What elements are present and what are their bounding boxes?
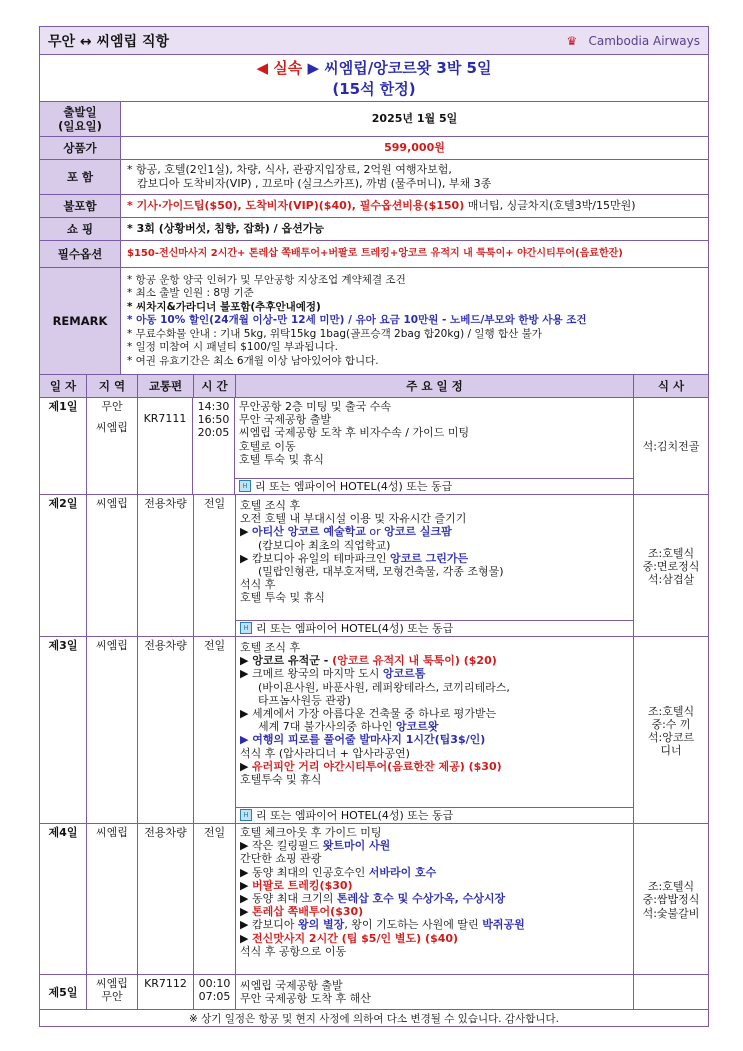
remark-item: * 항공 운항 양국 인허가 및 무안공항 지상조업 계약체결 조건 [127, 273, 406, 286]
plan-line: ▶ 작은 킬링필드 왓트마이 사원 [240, 839, 391, 853]
plan-line: 호텔 조식 후 [240, 641, 301, 654]
exclude-fees: * 기사·가이드팁($50), 도착비자(VIP)($40), 필수옵션비용($150) [127, 198, 465, 212]
departure-row [40, 102, 708, 137]
plan-line: ▶ 캄보디아 왕의 별장, 왕이 기도하는 사원에 딸린 박쥐공원 [240, 918, 525, 932]
meal-text: 중:수 끼 [651, 717, 691, 731]
day-row [40, 975, 708, 1010]
col-time: 시 간 [194, 375, 236, 397]
remark-row [40, 268, 708, 375]
day-label: 제2일 [40, 495, 87, 636]
plan-line: (캄보디아 최초의 직업학교) [258, 538, 391, 552]
region-text: 씨엠립 [96, 421, 128, 435]
plan-line: 씨엠립 국제공항 출발 [240, 979, 343, 992]
meal-text: 석:앙코르 [647, 731, 695, 744]
day-row [40, 637, 708, 824]
remark-item: * 일정 미참여 시 패널티 $100/일 부과됩니다. [127, 341, 339, 354]
day-meal [634, 637, 708, 823]
plan-line: ▶ 앙코르 유적군 - (앙코르 유적지 내 툭툭이) ($20) [240, 654, 497, 668]
remark-label: REMARK [40, 268, 121, 374]
day-meal [634, 975, 708, 1009]
plan-line: ▶ 세계에서 가장 아름다운 건축물 중 하나로 평가받는 [240, 707, 497, 721]
day-label: 제5일 [40, 975, 87, 1009]
day-time: 전일 [194, 824, 236, 974]
day-region [87, 975, 138, 1009]
hotel-line [236, 620, 633, 636]
remark-item: * 씨차지&가라디너 불포함(추후안내예정) [127, 300, 321, 313]
remark-item: * 여권 유효기간은 최소 6개월 이상 남아있어야 합니다. [127, 354, 379, 367]
arrow-right-icon: ▶ [307, 59, 320, 77]
header-bar [40, 27, 708, 55]
title-hot: 실속 [273, 59, 303, 77]
col-day: 일 자 [40, 375, 87, 397]
price-value: 599,000원 [384, 140, 445, 154]
option-row [40, 241, 708, 268]
include-row [40, 160, 708, 195]
meal-text: 석:삼겹살 [647, 573, 695, 587]
day-meal [634, 824, 708, 974]
day-time: 전일 [194, 637, 236, 823]
day-label: 제4일 [40, 824, 87, 974]
hotel-line [236, 807, 633, 823]
region-text: 무안 [101, 400, 123, 413]
plan-line: ▶ 아티산 앙코르 예술학교 or 앙코르 실크팜 [240, 525, 452, 539]
title-main: 씨엠립/앙코르왓 3박 5일 [324, 59, 492, 77]
day-transport: 전용차량 [138, 637, 194, 823]
time-text: 07:05 [198, 990, 231, 1004]
plan-line: ▶ 전신맛사지 2시간 (팁 $5/인 별도) ($40) [240, 931, 459, 945]
day-region: 씨엠립 [87, 495, 138, 636]
col-transport: 교통편 [138, 375, 194, 397]
plan-line: 호텔 투숙 및 휴식 [240, 591, 325, 605]
plan-line: ▶ 동양 최대 크기의 톤레삽 호수 및 수상가옥, 수상시장 [240, 892, 506, 906]
hotel-icon: H [240, 622, 252, 634]
plan-line: 호텔 조식 후 [240, 499, 301, 512]
include-value [121, 160, 708, 194]
plan-line: ▶ 캄보디아 유일의 테마파크인 앙코르 그린가든 [240, 551, 469, 565]
option-label: 필수옵션 [40, 241, 121, 267]
plan-line: 타프놈사원등 관광) [258, 693, 351, 707]
time-text: 20:05 [197, 426, 230, 440]
day-transport: KR7112 [138, 975, 194, 1009]
plan-line: (밀랍인형관, 대부호저택, 모형건축물, 각종 조형물) [258, 565, 504, 579]
include-label: 포 함 [40, 160, 121, 194]
day-label: 제1일 [40, 398, 87, 494]
col-region: 지 역 [87, 375, 138, 397]
arrow-left-icon: ◀ [256, 59, 269, 77]
day-transport: KR7111 [138, 398, 193, 494]
day-meal [634, 495, 708, 636]
day-row [40, 495, 708, 637]
hotel-text: 리 또는 엠파이어 HOTEL(4성) 또는 동급 [256, 808, 454, 822]
departure-value: 2025년 1월 5일 [371, 111, 458, 125]
col-meal: 식 사 [657, 379, 685, 393]
exclude-row [40, 195, 708, 218]
route-title: 무안 ↔ 씨엠립 직항 [48, 33, 170, 50]
remark-item: * 아동 10% 할인(24개월 이상-만 12세 미만) / 유아 요금 10만원 - 노베드/부모와 한방 사용 조건 [127, 314, 587, 327]
title-sub: (15석 한정) [332, 80, 416, 98]
itinerary-sheet [39, 26, 709, 1027]
plan-line: 오전 호텔 내 부대시설 이용 및 자유시간 즐기기 [240, 512, 467, 526]
hotel-text: 리 또는 엠파이어 HOTEL(4성) 또는 동급 [256, 621, 454, 635]
plan-line: 호텔 체크아웃 후 가이드 미팅 [240, 826, 382, 839]
time-text: 16:50 [197, 413, 230, 427]
exclude-value [121, 195, 708, 217]
day-plan [236, 975, 634, 1009]
hotel-icon: H [240, 809, 252, 821]
product-title [40, 55, 708, 102]
plan-line: 석식 후 공항으로 이동 [240, 944, 347, 958]
exclude-other: 매너팁, 싱글차지(호텔3박/15만원) [464, 198, 636, 212]
plan-line: 호텔로 이동 [239, 439, 296, 453]
plan-line: 세계 7대 불가사의중 하나인 앙코르왓 [258, 720, 439, 734]
hotel-text: 리 또는 엠파이어 HOTEL(4성) 또는 동급 [255, 479, 453, 493]
plan-line: 석식 후 (압사라디너 + 압사라공연) [240, 746, 410, 760]
meal-text: 조:호텔식 [647, 880, 695, 894]
day-row [40, 824, 708, 975]
plan-line: 간단한 쇼핑 관광 [240, 852, 322, 866]
region-text: 무안 [101, 990, 123, 1004]
day-time [193, 398, 235, 494]
remark-item: * 최소 출발 인원 : 8명 기준 [127, 287, 254, 300]
plan-line: (바이욘사원, 바푼사원, 레퍼왕테라스, 코끼리테라스, [258, 680, 510, 694]
meal-text: 조:호텔식 [647, 704, 695, 718]
plan-line: 무안공항 2층 미팅 및 출국 수속 [239, 400, 391, 413]
remark-item: * 무료수화물 안내 : 기내 5kg, 위탁15kg 1bag(골프승객 2bag 합20kg) / 일행 합산 불가 [127, 327, 542, 340]
hotel-icon: H [239, 480, 251, 492]
exclude-label: 불포함 [40, 195, 121, 217]
day-transport: 전용차량 [138, 824, 194, 974]
include-line: * 항공, 호텔(2인1실), 차량, 식사, 관광지입장료, 2억원 여행자보험, [127, 162, 452, 176]
time-text: 00:10 [198, 977, 231, 990]
remark-list [121, 268, 708, 374]
price-row [40, 137, 708, 160]
plan-line: ▶ 유러피안 거리 야간시티투어(음료한잔 제공) ($30) [240, 759, 502, 773]
day-region: 씨엠립 [87, 637, 138, 823]
day-row [40, 398, 708, 495]
day-meal: 석:김치전골 [642, 440, 700, 454]
shopping-row [40, 218, 708, 241]
departure-label: 출발일 (일요일) [40, 102, 121, 136]
plan-line: ▶ 동양 최대의 인공호수인 서바라이 호수 [240, 865, 437, 879]
day-label: 제3일 [40, 637, 87, 823]
plan-line: 무안 국제공항 출발 [239, 413, 332, 427]
include-line: 캄보디아 도착비자(VIP) , 끄로마 (실크스카프), 까범 (물주머니), 부채 3종 [137, 177, 492, 190]
plan-line: ▶ 여행의 피로를 풀어줄 발마사지 1시간(팁3$/인) [240, 733, 486, 747]
hotel-line [235, 478, 633, 494]
plan-line: ▶ 톤레삽 쪽배투어($30) [240, 905, 364, 919]
plan-line: 석식 후 [240, 578, 276, 592]
meal-text: 석:숯불갈비 [642, 906, 700, 920]
region-text: 씨엠립 [96, 977, 128, 990]
meal-text: 중:쌈밥정식 [642, 893, 700, 907]
day-plan [235, 398, 634, 494]
plan-line: 호텔투숙 및 휴식 [240, 773, 322, 787]
shopping-value: * 3회 (상황버섯, 침향, 잡화) / 옵션가능 [127, 221, 324, 235]
col-plan: 주 요 일 정 [236, 375, 634, 397]
plan-line: 씨엠립 국제공항 도착 후 비자수속 / 가이드 미팅 [239, 426, 470, 440]
meal-text: 중:면로정식 [642, 559, 700, 573]
airline-name: Cambodia Airways [588, 33, 700, 48]
plan-line: 호텔 투숙 및 휴식 [239, 452, 324, 466]
plan-line: 무안 국제공항 도착 후 해산 [240, 992, 371, 1006]
day-region: 씨엠립 [87, 824, 138, 974]
day-time [194, 975, 236, 1009]
meal-text: 조:호텔식 [647, 546, 695, 560]
price-label: 상품가 [40, 137, 121, 159]
plan-line: ▶ 버팔로 트레킹($30) [240, 878, 353, 892]
day-plan [236, 495, 634, 636]
time-text: 14:30 [197, 400, 230, 413]
schedule-header [40, 375, 708, 398]
footer-note: ※ 상기 일정은 항공 및 현지 사정에 의하여 다소 변경될 수 있습니다. 감사합니다. [189, 1012, 559, 1025]
day-time: 전일 [194, 495, 236, 636]
shopping-label: 쇼 핑 [40, 218, 121, 240]
day-plan [236, 824, 634, 974]
option-value: $150-전신마사지 2시간+ 톤레삽 쪽배투어+버팔로 트레킹+앙코르 유적지 내 툭툭이+ 야간시티투어(음료한잔) [127, 247, 623, 259]
airline-logo [567, 34, 701, 48]
meal-text: 디너 [660, 744, 682, 758]
day-region [87, 398, 138, 494]
plan-line: ▶ 크메르 왕국의 마지막 도시 앙코르톰 [240, 667, 426, 681]
day-transport: 전용차량 [138, 495, 194, 636]
day-plan [236, 637, 634, 823]
cambodia-airways-logo-icon: ♛ [566, 33, 578, 48]
